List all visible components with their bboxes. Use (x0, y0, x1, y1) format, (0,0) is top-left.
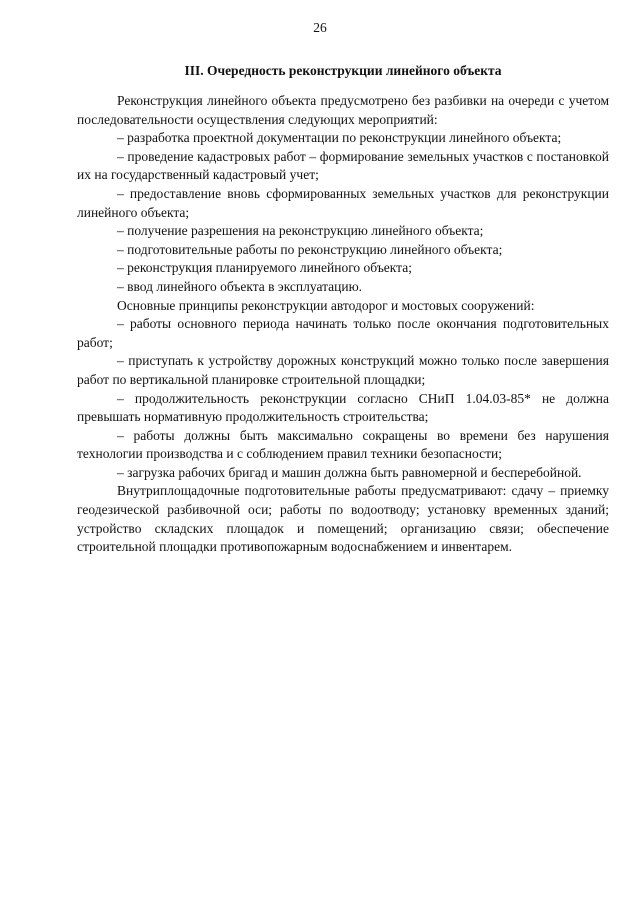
list-item-permit: – получение разрешения на реконструкцию линейного объекта; (117, 223, 484, 239)
list-item-cadastral-works: – проведение кадастровых работ – формирование земельных участков с постановкой их на государственный кадастровый учет; (77, 148, 609, 183)
paragraph-intro: Реконструкция линейного объекта предусмотрено без разбивки на очереди с учетом последовательности осуществления следующих мероприятий: (77, 93, 609, 127)
list-item-preparatory-works: – подготовительные работы по реконструкцию линейного объекта; (117, 241, 503, 257)
list-item-design-documentation: – разработка проектной документации по реконструкции линейного объекта; (117, 130, 562, 146)
list-item-road-structures: – приступать к устройству дорожных конструкций можно только после завершения работ по вертикальной планировке строительной площадки; (77, 353, 609, 387)
list-item-land-provision: – предоставление вновь сформированных земельных участков для реконструкции линейного объекта; (77, 185, 609, 220)
list-item-commissioning: – ввод линейного объекта в эксплуатацию. (117, 278, 363, 294)
list-item-main-period: – работы основного периода начинать только после окончания подготовительных работ; (77, 316, 609, 350)
list-item-duration: – продолжительность реконструкции согласно СНиП 1.04.03-85* не должна превышать нормативную продолжительность строительства; (77, 390, 609, 425)
page-content (77, 62, 609, 557)
paragraph-principles: Основные принципы реконструкции автодорог и мостовых сооружений: (117, 297, 535, 313)
list-item-reconstruction: – реконструкция планируемого линейного объекта; (117, 260, 412, 276)
list-item-time-reduction: – работы должны быть максимально сокращены во времени без нарушения технологии производства и с соблюдением правил техники безопасности; (77, 427, 609, 462)
paragraph-site-preparation: Внутриплощадочные подготовительные работы предусматривают: сдачу – приемку геодезической разбивочной оси; работы по водоотводу; установку временных зданий; устройство складских площадок и помещений; организацию связи; обеспечение строительной площадки противопожарным водоснабжением и инвентарем. (77, 483, 609, 555)
section-title: III. Очередность реконструкции линейного объекта (184, 63, 502, 78)
page-number: 26 (313, 20, 327, 35)
list-item-workload: – загрузка рабочих бригад и машин должна быть равномерной и бесперебойной. (117, 464, 582, 480)
